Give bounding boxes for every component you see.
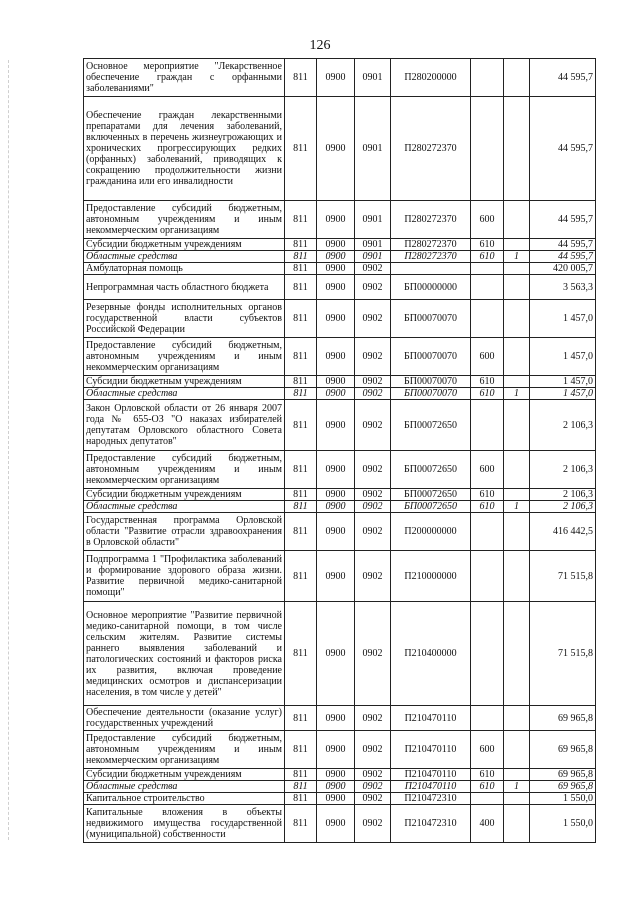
amount-cell: 1 457,0 (530, 388, 596, 400)
expense-name-cell: Капитальные вложения в объекты недвижимого имущества государственной (муниципальной) собственности (84, 805, 285, 843)
expense-name-cell: Областные средства (84, 251, 285, 263)
subsection-code-cell: 0902 (355, 602, 391, 706)
funding-source-cell (504, 489, 530, 501)
section-code-cell: 0900 (317, 239, 355, 251)
funding-source-cell (504, 376, 530, 388)
binding-margin-line (8, 60, 9, 840)
expense-name-cell: Предоставление субсидий бюджетным, автономным учреждениям и иным некоммерческим организациям (84, 731, 285, 769)
admin-code-cell: 811 (285, 251, 317, 263)
subsection-code-cell: 0902 (355, 731, 391, 769)
admin-code-cell: 811 (285, 388, 317, 400)
subsection-code-cell: 0901 (355, 97, 391, 201)
expense-type-cell: 600 (471, 338, 504, 376)
amount-cell: 1 457,0 (530, 300, 596, 338)
table-row (84, 263, 596, 275)
amount-cell: 1 457,0 (530, 376, 596, 388)
admin-code-cell: 811 (285, 805, 317, 843)
funding-source-cell (504, 59, 530, 97)
admin-code-cell: 811 (285, 338, 317, 376)
admin-code-cell: 811 (285, 793, 317, 805)
section-code-cell: 0900 (317, 376, 355, 388)
subsection-code-cell: 0902 (355, 793, 391, 805)
expense-type-cell (471, 400, 504, 451)
admin-code-cell: 811 (285, 400, 317, 451)
admin-code-cell: 811 (285, 551, 317, 602)
expense-name-cell: Обеспечение граждан лекарственными препаратами для лечения заболеваний, включенных в перечень жизнеугрожающих и хронических прогрессирующих редких (орфанных) заболеваний, приводящих к сокращению продолжительности жизни гражданина или его инвалидности (84, 97, 285, 201)
target-article-cell: БП00072650 (391, 489, 471, 501)
table-row (84, 805, 596, 843)
target-article-cell: БП00000000 (391, 275, 471, 300)
expense-name-cell: Обеспечение деятельности (оказание услуг) государственных учреждений (84, 706, 285, 731)
funding-source-cell (504, 239, 530, 251)
subsection-code-cell: 0902 (355, 300, 391, 338)
subsection-code-cell: 0902 (355, 400, 391, 451)
target-article-cell: П210472310 (391, 805, 471, 843)
table-row (84, 59, 596, 97)
funding-source-cell (504, 731, 530, 769)
section-code-cell: 0900 (317, 388, 355, 400)
funding-source-cell (504, 201, 530, 239)
table-row (84, 275, 596, 300)
table-row (84, 706, 596, 731)
target-article-cell: П210000000 (391, 551, 471, 602)
table-row (84, 300, 596, 338)
subsection-code-cell: 0902 (355, 338, 391, 376)
amount-cell: 1 550,0 (530, 793, 596, 805)
subsection-code-cell: 0902 (355, 376, 391, 388)
section-code-cell: 0900 (317, 489, 355, 501)
expense-name-cell: Областные средства (84, 501, 285, 513)
table-row (84, 551, 596, 602)
funding-source-cell (504, 551, 530, 602)
subsection-code-cell: 0902 (355, 451, 391, 489)
funding-source-cell (504, 706, 530, 731)
funding-source-cell: 1 (504, 251, 530, 263)
target-article-cell: П210470110 (391, 769, 471, 781)
target-article-cell: БП00072650 (391, 501, 471, 513)
target-article-cell: П280272370 (391, 201, 471, 239)
table-row (84, 501, 596, 513)
expense-name-cell: Субсидии бюджетным учреждениям (84, 376, 285, 388)
expense-name-cell: Предоставление субсидий бюджетным, автономным учреждениям и иным некоммерческим организациям (84, 338, 285, 376)
expense-type-cell: 610 (471, 489, 504, 501)
expense-name-cell: Амбулаторная помощь (84, 263, 285, 275)
expense-name-cell: Предоставление субсидий бюджетным, автономным учреждениям и иным некоммерческим организациям (84, 201, 285, 239)
table-row (84, 602, 596, 706)
subsection-code-cell: 0901 (355, 251, 391, 263)
section-code-cell: 0900 (317, 513, 355, 551)
target-article-cell: П200000000 (391, 513, 471, 551)
section-code-cell: 0900 (317, 781, 355, 793)
amount-cell: 44 595,7 (530, 201, 596, 239)
section-code-cell: 0900 (317, 263, 355, 275)
amount-cell: 3 563,3 (530, 275, 596, 300)
expense-name-cell: Государственная программа Орловской области "Развитие отрасли здравоохранения в Орловской области" (84, 513, 285, 551)
expense-name-cell: Субсидии бюджетным учреждениям (84, 239, 285, 251)
admin-code-cell: 811 (285, 59, 317, 97)
amount-cell: 44 595,7 (530, 59, 596, 97)
section-code-cell: 0900 (317, 300, 355, 338)
section-code-cell: 0900 (317, 400, 355, 451)
admin-code-cell: 811 (285, 501, 317, 513)
section-code-cell: 0900 (317, 201, 355, 239)
expense-type-cell (471, 706, 504, 731)
expense-type-cell: 610 (471, 501, 504, 513)
admin-code-cell: 811 (285, 376, 317, 388)
amount-cell: 69 965,8 (530, 706, 596, 731)
table-row (84, 513, 596, 551)
funding-source-cell (504, 275, 530, 300)
table-row (84, 781, 596, 793)
target-article-cell: П210472310 (391, 793, 471, 805)
section-code-cell: 0900 (317, 59, 355, 97)
target-article-cell: П280200000 (391, 59, 471, 97)
subsection-code-cell: 0902 (355, 781, 391, 793)
funding-source-cell (504, 263, 530, 275)
admin-code-cell: 811 (285, 769, 317, 781)
table-row (84, 769, 596, 781)
expense-name-cell: Областные средства (84, 388, 285, 400)
table-row (84, 201, 596, 239)
subsection-code-cell: 0902 (355, 388, 391, 400)
expense-type-cell: 610 (471, 239, 504, 251)
funding-source-cell (504, 793, 530, 805)
budget-table (83, 58, 596, 843)
expense-type-cell: 610 (471, 376, 504, 388)
target-article-cell (391, 263, 471, 275)
section-code-cell: 0900 (317, 706, 355, 731)
amount-cell: 71 515,8 (530, 602, 596, 706)
table-row (84, 489, 596, 501)
admin-code-cell: 811 (285, 781, 317, 793)
target-article-cell: П210400000 (391, 602, 471, 706)
amount-cell: 2 106,3 (530, 400, 596, 451)
section-code-cell: 0900 (317, 338, 355, 376)
funding-source-cell (504, 769, 530, 781)
admin-code-cell: 811 (285, 239, 317, 251)
admin-code-cell: 811 (285, 731, 317, 769)
expense-type-cell: 610 (471, 251, 504, 263)
expense-type-cell: 610 (471, 388, 504, 400)
expense-name-cell: Основное мероприятие "Развитие первичной медико-санитарной помощи, в том числе сельским жителям. Развитие системы раннего выявления заболеваний и патологических состояний и факторов риска их развития, включая проведение медицинских осмотров и диспансеризации населения, в том числе у детей" (84, 602, 285, 706)
target-article-cell: П280272370 (391, 251, 471, 263)
amount-cell: 1 457,0 (530, 338, 596, 376)
expense-name-cell: Резервные фонды исполнительных органов государственной власти субъектов Российской Федерации (84, 300, 285, 338)
admin-code-cell: 811 (285, 275, 317, 300)
subsection-code-cell: 0902 (355, 805, 391, 843)
subsection-code-cell: 0902 (355, 513, 391, 551)
section-code-cell: 0900 (317, 501, 355, 513)
expense-type-cell (471, 793, 504, 805)
subsection-code-cell: 0901 (355, 59, 391, 97)
expense-type-cell: 610 (471, 781, 504, 793)
target-article-cell: П210470110 (391, 781, 471, 793)
subsection-code-cell: 0901 (355, 201, 391, 239)
target-article-cell: БП00070070 (391, 376, 471, 388)
page-number: 126 (309, 38, 331, 53)
funding-source-cell (504, 451, 530, 489)
funding-source-cell: 1 (504, 501, 530, 513)
table-row (84, 793, 596, 805)
funding-source-cell (504, 338, 530, 376)
admin-code-cell: 811 (285, 602, 317, 706)
section-code-cell: 0900 (317, 793, 355, 805)
amount-cell: 71 515,8 (530, 551, 596, 602)
expense-name-cell: Субсидии бюджетным учреждениям (84, 769, 285, 781)
funding-source-cell (504, 400, 530, 451)
table-row (84, 376, 596, 388)
target-article-cell: БП00072650 (391, 400, 471, 451)
funding-source-cell (504, 805, 530, 843)
expense-name-cell: Предоставление субсидий бюджетным, автономным учреждениям и иным некоммерческим организациям (84, 451, 285, 489)
amount-cell: 2 106,3 (530, 451, 596, 489)
table-row (84, 400, 596, 451)
target-article-cell: П280272370 (391, 97, 471, 201)
expense-type-cell (471, 300, 504, 338)
section-code-cell: 0900 (317, 97, 355, 201)
subsection-code-cell: 0902 (355, 769, 391, 781)
subsection-code-cell: 0902 (355, 501, 391, 513)
funding-source-cell (504, 300, 530, 338)
amount-cell: 420 005,7 (530, 263, 596, 275)
target-article-cell: П280272370 (391, 239, 471, 251)
expense-name-cell: Субсидии бюджетным учреждениям (84, 489, 285, 501)
subsection-code-cell: 0901 (355, 239, 391, 251)
funding-source-cell (504, 97, 530, 201)
admin-code-cell: 811 (285, 513, 317, 551)
amount-cell: 69 965,8 (530, 781, 596, 793)
target-article-cell: П210470110 (391, 731, 471, 769)
section-code-cell: 0900 (317, 551, 355, 602)
funding-source-cell (504, 513, 530, 551)
expense-name-cell: Непрограммная часть областного бюджета (84, 275, 285, 300)
amount-cell: 44 595,7 (530, 239, 596, 251)
funding-source-cell (504, 602, 530, 706)
subsection-code-cell: 0902 (355, 551, 391, 602)
expense-type-cell: 610 (471, 769, 504, 781)
section-code-cell: 0900 (317, 251, 355, 263)
target-article-cell: БП00070070 (391, 300, 471, 338)
expense-type-cell: 600 (471, 201, 504, 239)
expense-type-cell (471, 275, 504, 300)
expense-type-cell: 600 (471, 451, 504, 489)
expense-type-cell (471, 602, 504, 706)
funding-source-cell: 1 (504, 388, 530, 400)
amount-cell: 69 965,8 (530, 769, 596, 781)
expense-type-cell (471, 97, 504, 201)
table-row (84, 239, 596, 251)
expense-name-cell: Закон Орловской области от 26 января 2007 года № 655-ОЗ "О наказах избирателей депутатам Орловского областного Совета народных депутатов" (84, 400, 285, 451)
admin-code-cell: 811 (285, 97, 317, 201)
amount-cell: 69 965,8 (530, 731, 596, 769)
subsection-code-cell: 0902 (355, 275, 391, 300)
target-article-cell: БП00072650 (391, 451, 471, 489)
amount-cell: 416 442,5 (530, 513, 596, 551)
expense-type-cell: 400 (471, 805, 504, 843)
subsection-code-cell: 0902 (355, 706, 391, 731)
expense-name-cell: Капитальное строительство (84, 793, 285, 805)
expense-name-cell: Областные средства (84, 781, 285, 793)
table-row (84, 97, 596, 201)
admin-code-cell: 811 (285, 201, 317, 239)
expense-type-cell (471, 263, 504, 275)
section-code-cell: 0900 (317, 451, 355, 489)
section-code-cell: 0900 (317, 805, 355, 843)
table-row (84, 251, 596, 263)
table-row (84, 388, 596, 400)
target-article-cell: П210470110 (391, 706, 471, 731)
expense-name-cell: Основное мероприятие "Лекарственное обеспечение граждан с орфанными заболеваниями" (84, 59, 285, 97)
expense-type-cell (471, 551, 504, 602)
expense-type-cell (471, 59, 504, 97)
amount-cell: 44 595,7 (530, 97, 596, 201)
admin-code-cell: 811 (285, 451, 317, 489)
funding-source-cell: 1 (504, 781, 530, 793)
section-code-cell: 0900 (317, 602, 355, 706)
expense-type-cell (471, 513, 504, 551)
amount-cell: 1 550,0 (530, 805, 596, 843)
table-row (84, 338, 596, 376)
budget-table-body (84, 59, 596, 843)
amount-cell: 2 106,3 (530, 501, 596, 513)
subsection-code-cell: 0902 (355, 263, 391, 275)
admin-code-cell: 811 (285, 263, 317, 275)
expense-type-cell: 600 (471, 731, 504, 769)
section-code-cell: 0900 (317, 731, 355, 769)
table-row (84, 731, 596, 769)
section-code-cell: 0900 (317, 769, 355, 781)
table-row (84, 451, 596, 489)
subsection-code-cell: 0902 (355, 489, 391, 501)
amount-cell: 2 106,3 (530, 489, 596, 501)
admin-code-cell: 811 (285, 706, 317, 731)
expense-name-cell: Подпрограмма 1 "Профилактика заболеваний и формирование здорового образа жизни. Развитие первичной медико-санитарной помощи" (84, 551, 285, 602)
amount-cell: 44 595,7 (530, 251, 596, 263)
target-article-cell: БП00070070 (391, 388, 471, 400)
admin-code-cell: 811 (285, 300, 317, 338)
section-code-cell: 0900 (317, 275, 355, 300)
admin-code-cell: 811 (285, 489, 317, 501)
target-article-cell: БП00070070 (391, 338, 471, 376)
